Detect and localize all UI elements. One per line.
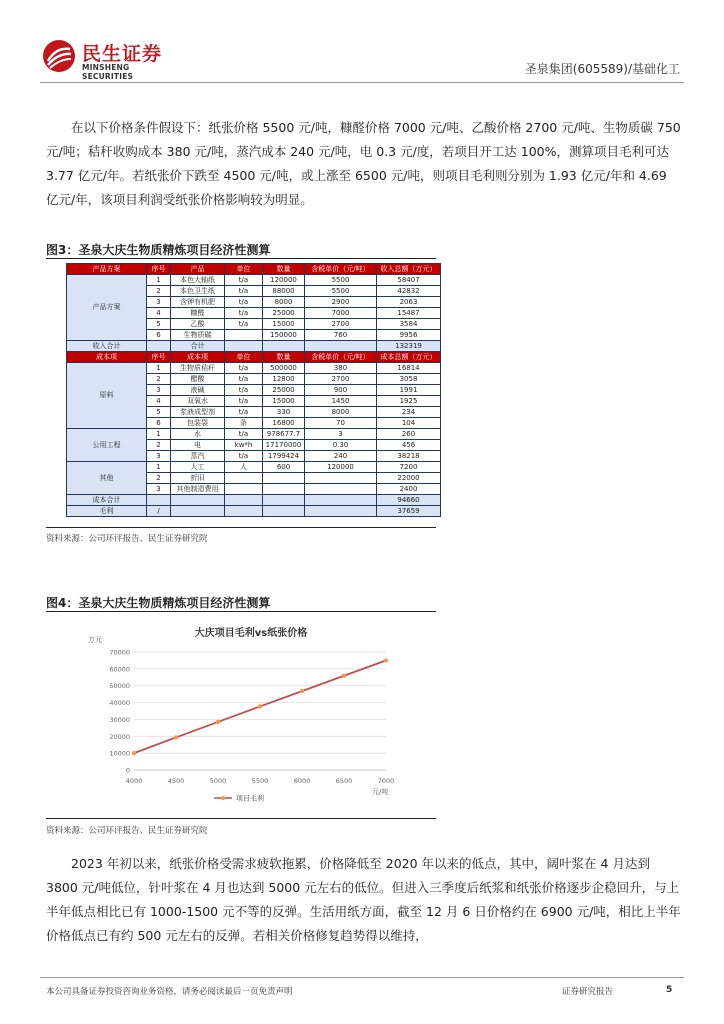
table-cell: 978677.7: [263, 429, 305, 440]
table-cell: 120000: [263, 275, 305, 286]
table-cell: t/a: [225, 363, 263, 374]
table-cell: 毛利: [67, 506, 147, 517]
table-cell: 5: [147, 407, 171, 418]
table-cell: 15000: [263, 396, 305, 407]
table-row: [67, 462, 441, 473]
table-cell: [225, 330, 263, 341]
table-cell: t/a: [225, 275, 263, 286]
table-row: [67, 363, 441, 374]
table-cell: [171, 506, 225, 517]
table-summary-row: [67, 495, 441, 506]
footer-report-type: 证券研究报告: [562, 987, 614, 997]
x-tick-label: 6500: [335, 777, 353, 785]
header-company: 圣泉集团(605589)/基础化工: [524, 62, 680, 76]
table-cell: t/a: [225, 286, 263, 297]
table-cell: 1925: [377, 396, 441, 407]
table-summary-row: [67, 341, 441, 352]
table-cell: 收入总额（万元）: [377, 264, 441, 275]
table-cell: 380: [305, 363, 377, 374]
table-cell: t/a: [225, 297, 263, 308]
table-cell: t/a: [225, 374, 263, 385]
table-cell: [305, 473, 377, 484]
table-cell: 4: [147, 396, 171, 407]
y-tick-label: 10000: [109, 749, 130, 758]
table-cell: 双氧水: [171, 396, 225, 407]
table-cell: 蒸汽: [171, 451, 225, 462]
data-point: [300, 689, 304, 693]
data-point: [216, 720, 220, 724]
table-cell: 成本项: [67, 352, 147, 363]
table-cell: 132319: [377, 341, 441, 352]
footer-disclaimer: 本公司具备证券投资咨询业务资格，请务必阅读最后一页免责声明: [46, 987, 293, 997]
table-cell: [171, 495, 225, 506]
table-cell: 42832: [377, 286, 441, 297]
footer-divider: [40, 977, 684, 978]
table-cell: 70: [305, 418, 377, 429]
table-cell: [305, 506, 377, 517]
table-cell: 15000: [263, 319, 305, 330]
table-cell: 液碱: [171, 385, 225, 396]
table-cell: 醋酸: [171, 374, 225, 385]
figure3-top-rule: [46, 258, 436, 259]
table-cell: 500000: [263, 363, 305, 374]
figure4-title: 图4：圣泉大庆生物质精炼项目经济性测算: [46, 596, 271, 610]
table-cell: [305, 495, 377, 506]
table-row: [67, 429, 441, 440]
table-cell: 7200: [377, 462, 441, 473]
table-cell: 浆液成型剂: [171, 407, 225, 418]
y-tick-label: 40000: [109, 699, 130, 708]
table-cell: 包装袋: [171, 418, 225, 429]
data-point: [384, 658, 388, 662]
table-cell: 1799424: [263, 451, 305, 462]
table-cell: 94660: [377, 495, 441, 506]
table-cell: [263, 495, 305, 506]
table-cell: 产品: [171, 264, 225, 275]
y-tick-label: 0: [125, 766, 130, 775]
table-cell: [225, 341, 263, 352]
table-cell: 含税单价（元/吨）: [305, 352, 377, 363]
economics-table: [66, 263, 441, 517]
figure3-bottom-rule: [46, 527, 436, 528]
table-cell: t/a: [225, 396, 263, 407]
table-cell: 2: [147, 473, 171, 484]
table-cell: 水: [171, 429, 225, 440]
table-cell: 2063: [377, 297, 441, 308]
table-header-row: [67, 352, 441, 363]
table-cell: 25000: [263, 385, 305, 396]
gross-profit-line-chart: [86, 620, 416, 805]
figure4-source: 资料来源：公司环评报告、民生证券研究院: [46, 826, 208, 836]
intro-paragraph: 在以下价格条件假设下：纸张价格 5500 元/吨，糠醛价格 7000 元/吨、乙酸价格 2700 元/吨、生物质碳 750 元/吨；秸秆收购成本 380 元/吨，蒸汽成本 240 元/吨，电 0.3 元/度，若项目开工达 100%，测算项目毛利可达 3.77 亿元/年。若纸张价下跌至 4500 元/吨，或上涨至 6500 元/吨，则项目毛利则分别为 1.93 亿元/年和 4.69 亿元/年，该项目利润受纸张价格影响较为明显。: [46, 120, 681, 207]
table-cell: 150000: [263, 330, 305, 341]
table-cell: 1: [147, 429, 171, 440]
y-tick-label: 20000: [109, 732, 130, 741]
table-cell: t/a: [225, 429, 263, 440]
table-cell: 本色大轴纸: [171, 275, 225, 286]
table-cell: t/a: [225, 407, 263, 418]
legend-label: 项目毛利: [236, 794, 264, 803]
figure4-bottom-rule: [46, 818, 436, 819]
table-cell: 234: [377, 407, 441, 418]
table-cell: 公用工程: [67, 429, 147, 462]
table-cell: 600: [263, 462, 305, 473]
table-cell: 260: [377, 429, 441, 440]
y-tick-label: 50000: [109, 682, 130, 691]
table-cell: 5500: [305, 275, 377, 286]
table-cell: 数量: [263, 352, 305, 363]
table-cell: 合计: [171, 341, 225, 352]
y-tick-label: 30000: [109, 715, 130, 724]
table-cell: [305, 484, 377, 495]
minsheng-logo-icon: [42, 39, 76, 73]
table-cell: 3: [305, 429, 377, 440]
x-tick-label: 5000: [209, 777, 227, 785]
table-cell: t/a: [225, 451, 263, 462]
table-cell: 其他: [67, 462, 147, 495]
logo-text-cn: 民生证券: [82, 43, 163, 65]
table-cell: 6: [147, 418, 171, 429]
table-cell: 240: [305, 451, 377, 462]
legend-marker: [221, 796, 225, 800]
table-cell: 120000: [305, 462, 377, 473]
table-cell: 5500: [305, 286, 377, 297]
table-cell: t/a: [225, 385, 263, 396]
x-axis-unit-label: 元/吨: [372, 788, 389, 796]
table-cell: 760: [305, 330, 377, 341]
table-cell: [263, 506, 305, 517]
company-logo: [42, 37, 182, 79]
table-cell: 其他制造费用: [171, 484, 225, 495]
table-cell: 1450: [305, 396, 377, 407]
table-cell: [263, 484, 305, 495]
figure3-source: 资料来源：公司环评报告、民生证券研究院: [46, 534, 208, 544]
table-cell: 16814: [377, 363, 441, 374]
table-cell: [225, 484, 263, 495]
table-cell: 7000: [305, 308, 377, 319]
table-cell: 8000: [263, 297, 305, 308]
table-cell: t/a: [225, 308, 263, 319]
y-tick-label: 70000: [109, 648, 130, 657]
table-cell: [305, 341, 377, 352]
table-cell: 含钾有机肥: [171, 297, 225, 308]
table-cell: 1: [147, 462, 171, 473]
table-cell: [263, 341, 305, 352]
table-cell: 4: [147, 308, 171, 319]
table-cell: 电: [171, 440, 225, 451]
table-cell: 折旧: [171, 473, 225, 484]
table-cell: 产品方案: [67, 275, 147, 341]
table-cell: 生物质秸秆: [171, 363, 225, 374]
table-cell: 数量: [263, 264, 305, 275]
table-cell: 人: [225, 462, 263, 473]
table-row: [67, 275, 441, 286]
table-header-row: [67, 264, 441, 275]
header-divider: [40, 82, 684, 83]
table-cell: 条: [225, 418, 263, 429]
table-cell: 12800: [263, 374, 305, 385]
table-cell: 单位: [225, 352, 263, 363]
table-cell: 88000: [263, 286, 305, 297]
table-cell: 糠醛: [171, 308, 225, 319]
y-axis-unit-label: 万元: [88, 636, 102, 644]
table-cell: 成本总额（万元）: [377, 352, 441, 363]
closing-paragraph: 2023 年初以来，纸张价格受需求疲软拖累，价格降低至 2020 年以来的低点，其中，阔叶浆在 4 月达到 3800 元/吨低位，针叶浆在 4 月也达到 5000 元左右的低位。但进入三季度后纸浆和纸张价格逐步企稳回升，与上半年低点相比已有 1000-1500 元不等的反弹。生活用纸方面，截至 12 月 6 日价格约在 6900 元/吨，相比上半年价格低点已有约 500 元左右的反弹。若相关价格修复趋势得以维持，: [46, 856, 681, 943]
x-tick-label: 4500: [167, 777, 185, 785]
table-cell: 1: [147, 275, 171, 286]
table-cell: 9956: [377, 330, 441, 341]
x-tick-label: 5500: [251, 777, 269, 785]
table-cell: 2: [147, 286, 171, 297]
table-cell: [147, 495, 171, 506]
table-cell: 16800: [263, 418, 305, 429]
table-cell: 0.30: [305, 440, 377, 451]
table-cell: 乙酸: [171, 319, 225, 330]
table-cell: 生物质碳: [171, 330, 225, 341]
y-tick-label: 60000: [109, 665, 130, 674]
table-cell: 5: [147, 319, 171, 330]
table-cell: 本色卫生纸: [171, 286, 225, 297]
table-cell: 收入合计: [67, 341, 147, 352]
table-cell: 900: [305, 385, 377, 396]
table-cell: 37659: [377, 506, 441, 517]
table-cell: 104: [377, 418, 441, 429]
table-cell: [225, 506, 263, 517]
table-cell: t/a: [225, 319, 263, 330]
table-cell: 1: [147, 363, 171, 374]
page-number: 5: [666, 985, 673, 995]
table-cell: 6: [147, 330, 171, 341]
logo-text-en: MINSHENG SECURITIES: [82, 63, 134, 81]
table-cell: kw*h: [225, 440, 263, 451]
table-cell: 成本项: [171, 352, 225, 363]
table-cell: 3: [147, 484, 171, 495]
table-cell: 含税单价（元/吨）: [305, 264, 377, 275]
data-point: [132, 751, 136, 755]
x-tick-label: 6000: [293, 777, 311, 785]
table-cell: 330: [263, 407, 305, 418]
table-cell: [147, 341, 171, 352]
table-cell: 1991: [377, 385, 441, 396]
data-point: [258, 704, 262, 708]
table-cell: 原料: [67, 363, 147, 429]
table-cell: 3: [147, 385, 171, 396]
table-cell: 单位: [225, 264, 263, 275]
table-cell: 25000: [263, 308, 305, 319]
table-cell: 产品方案: [67, 264, 147, 275]
x-tick-label: 4000: [125, 777, 143, 785]
table-cell: 3: [147, 451, 171, 462]
table-cell: 15487: [377, 308, 441, 319]
figure4-top-rule: [46, 611, 436, 612]
chart-title: 大庆项目毛利vs纸张价格: [194, 628, 308, 639]
table-cell: [225, 473, 263, 484]
x-tick-label: 7000: [377, 777, 395, 785]
table-cell: 58407: [377, 275, 441, 286]
table-cell: 成本合计: [67, 495, 147, 506]
table-cell: 2900: [305, 297, 377, 308]
data-point: [174, 735, 178, 739]
table-cell: /: [147, 506, 171, 517]
table-cell: 3584: [377, 319, 441, 330]
table-summary-row: [67, 506, 441, 517]
table-cell: 2400: [377, 484, 441, 495]
table-cell: 3: [147, 297, 171, 308]
table-cell: 2: [147, 440, 171, 451]
table-cell: 序号: [147, 352, 171, 363]
table-cell: 38218: [377, 451, 441, 462]
figure3-title: 图3：圣泉大庆生物质精炼项目经济性测算: [46, 243, 271, 257]
table-cell: 2700: [305, 374, 377, 385]
table-cell: 序号: [147, 264, 171, 275]
table-cell: [263, 473, 305, 484]
table-cell: 2: [147, 374, 171, 385]
table-cell: 456: [377, 440, 441, 451]
table-cell: 22000: [377, 473, 441, 484]
table-cell: 2700: [305, 319, 377, 330]
table-cell: 3058: [377, 374, 441, 385]
data-point: [342, 674, 346, 678]
table-cell: [225, 495, 263, 506]
table-cell: 8000: [305, 407, 377, 418]
table-cell: 17170000: [263, 440, 305, 451]
table-cell: 人工: [171, 462, 225, 473]
